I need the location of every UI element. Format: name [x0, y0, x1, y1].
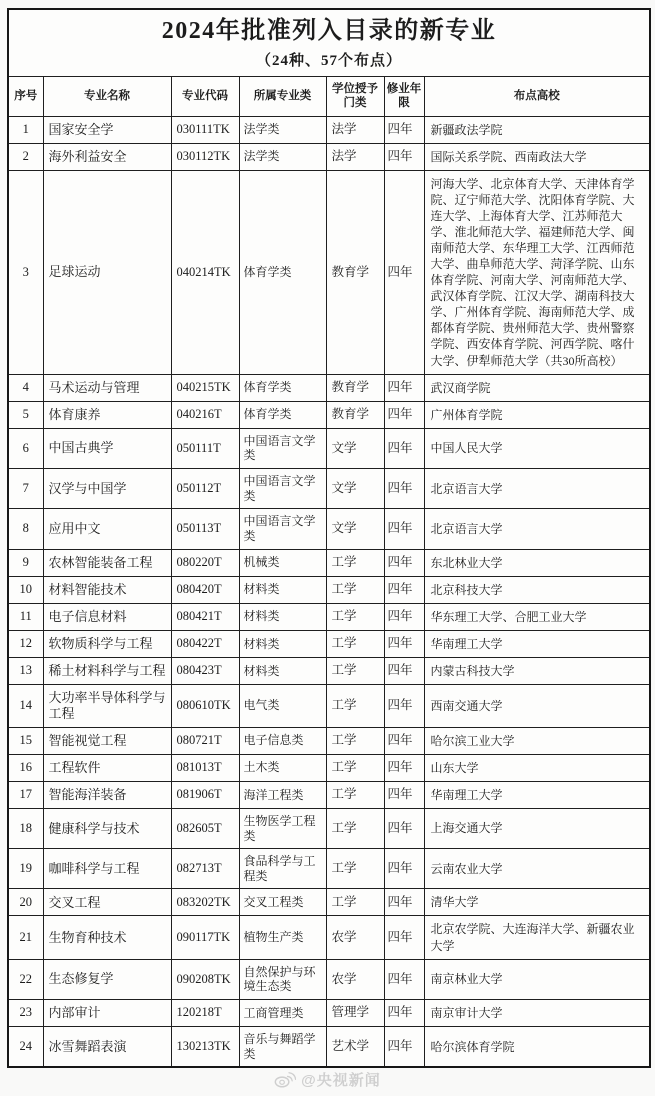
cell-schools: 华南理工大学 — [424, 781, 650, 808]
cell-index: 21 — [8, 916, 43, 959]
col-header-index: 序号 — [8, 76, 43, 116]
table-row — [8, 509, 650, 549]
cell-schools: 北京语言大学 — [424, 469, 650, 509]
cell-degree: 文学 — [326, 469, 384, 509]
cell-major-code: 081906T — [171, 781, 239, 808]
cell-major-name: 中国古典学 — [43, 428, 171, 468]
cell-years: 四年 — [384, 469, 424, 509]
cell-index: 23 — [8, 999, 43, 1026]
cell-category: 生物医学工程类 — [239, 808, 326, 848]
cell-schools: 北京语言大学 — [424, 509, 650, 549]
cell-years: 四年 — [384, 603, 424, 630]
cell-degree: 工学 — [326, 630, 384, 657]
cell-category: 体育学类 — [239, 170, 326, 374]
title-row — [8, 9, 650, 76]
cell-major-code: 080421T — [171, 603, 239, 630]
cell-major-name: 大功率半导体科学与工程 — [43, 684, 171, 727]
cell-degree: 农学 — [326, 959, 384, 999]
cell-major-name: 生态修复学 — [43, 959, 171, 999]
cell-index: 9 — [8, 549, 43, 576]
cell-years: 四年 — [384, 401, 424, 428]
cell-schools: 华东理工大学、合肥工业大学 — [424, 603, 650, 630]
cell-major-code: 050113T — [171, 509, 239, 549]
cell-major-code: 080423T — [171, 657, 239, 684]
cell-category: 材料类 — [239, 630, 326, 657]
cell-schools: 上海交通大学 — [424, 808, 650, 848]
table-row — [8, 576, 650, 603]
table-row — [8, 603, 650, 630]
cell-schools: 云南农业大学 — [424, 849, 650, 889]
cell-category: 食品科学与工程类 — [239, 849, 326, 889]
cell-degree: 法学 — [326, 116, 384, 143]
col-header-years: 修业年限 — [384, 76, 424, 116]
cell-degree: 工学 — [326, 849, 384, 889]
cell-index: 19 — [8, 849, 43, 889]
table-row — [8, 374, 650, 401]
cell-category: 海洋工程类 — [239, 781, 326, 808]
table-row — [8, 116, 650, 143]
cell-degree: 工学 — [326, 727, 384, 754]
cell-years: 四年 — [384, 549, 424, 576]
title-cell — [8, 9, 650, 76]
cell-years: 四年 — [384, 754, 424, 781]
cell-years: 四年 — [384, 727, 424, 754]
cell-major-code: 080420T — [171, 576, 239, 603]
cell-category: 材料类 — [239, 657, 326, 684]
cell-major-code: 040216T — [171, 401, 239, 428]
cell-category: 土木类 — [239, 754, 326, 781]
cell-major-code: 082605T — [171, 808, 239, 848]
table-row — [8, 889, 650, 916]
cell-years: 四年 — [384, 999, 424, 1026]
cell-major-name: 应用中文 — [43, 509, 171, 549]
cell-index: 24 — [8, 1026, 43, 1067]
cell-major-code: 080220T — [171, 549, 239, 576]
cell-category: 交叉工程类 — [239, 889, 326, 916]
cell-degree: 工学 — [326, 657, 384, 684]
cell-degree: 工学 — [326, 684, 384, 727]
col-header-schools: 布点高校 — [424, 76, 650, 116]
cell-index: 11 — [8, 603, 43, 630]
cell-major-code: 050112T — [171, 469, 239, 509]
cell-index: 15 — [8, 727, 43, 754]
col-header-code: 专业代码 — [171, 76, 239, 116]
col-header-category: 所属专业类 — [239, 76, 326, 116]
cell-years: 四年 — [384, 1026, 424, 1067]
cell-degree: 农学 — [326, 916, 384, 959]
cell-degree: 工学 — [326, 576, 384, 603]
cell-category: 材料类 — [239, 603, 326, 630]
cell-degree: 教育学 — [326, 401, 384, 428]
cell-category: 音乐与舞蹈学类 — [239, 1026, 326, 1067]
cell-major-name: 交叉工程 — [43, 889, 171, 916]
cell-schools: 中国人民大学 — [424, 428, 650, 468]
cell-schools: 南京审计大学 — [424, 999, 650, 1026]
cell-category: 体育学类 — [239, 401, 326, 428]
table-row — [8, 630, 650, 657]
cell-major-name: 材料智能技术 — [43, 576, 171, 603]
table-row — [8, 754, 650, 781]
cell-years: 四年 — [384, 808, 424, 848]
cell-major-code: 080610TK — [171, 684, 239, 727]
table-row — [8, 1026, 650, 1067]
cell-schools: 河海大学、北京体育大学、天津体育学院、辽宁师范大学、沈阳体育学院、大连大学、上海体育大学、江苏师范大学、淮北师范大学、福建师范大学、闽南师范大学、东华理工大学、江西师范大学、曲阜师范大学、菏泽学院、山东体育学院、河南大学、河南师范大学、武汉体育学院、江汉大学、湖南科技大学、广州体育学院、海南师范大学、成都体育学院、贵州师范大学、贵州警察学院、西安体育学院、河西学院、喀什大学、伊犁师范大学（共30所高校） — [424, 170, 650, 374]
cell-years: 四年 — [384, 959, 424, 999]
cell-schools: 清华大学 — [424, 889, 650, 916]
cell-schools: 哈尔滨体育学院 — [424, 1026, 650, 1067]
cell-index: 7 — [8, 469, 43, 509]
cell-major-code: 040215TK — [171, 374, 239, 401]
cell-degree: 文学 — [326, 509, 384, 549]
cell-major-name: 足球运动 — [43, 170, 171, 374]
cell-major-code: 083202TK — [171, 889, 239, 916]
cell-years: 四年 — [384, 630, 424, 657]
cell-degree: 教育学 — [326, 374, 384, 401]
cell-years: 四年 — [384, 170, 424, 374]
table-header-row — [8, 76, 650, 116]
table-row — [8, 959, 650, 999]
cell-category: 自然保护与环境生态类 — [239, 959, 326, 999]
cell-major-code: 081013T — [171, 754, 239, 781]
cell-index: 4 — [8, 374, 43, 401]
page-title: 2024年批准列入目录的新专业 — [161, 18, 497, 44]
cell-index: 22 — [8, 959, 43, 999]
cell-category: 材料类 — [239, 576, 326, 603]
cell-index: 3 — [8, 170, 43, 374]
cell-years: 四年 — [384, 509, 424, 549]
cell-major-code: 030112TK — [171, 143, 239, 170]
cell-major-name: 智能海洋装备 — [43, 781, 171, 808]
cell-major-code: 120218T — [171, 999, 239, 1026]
table-row — [8, 428, 650, 468]
cell-major-name: 冰雪舞蹈表演 — [43, 1026, 171, 1067]
table-row — [8, 469, 650, 509]
cell-years: 四年 — [384, 889, 424, 916]
cell-major-name: 咖啡科学与工程 — [43, 849, 171, 889]
new-majors-table — [7, 8, 651, 1068]
cell-major-name: 健康科学与技术 — [43, 808, 171, 848]
cell-category: 植物生产类 — [239, 916, 326, 959]
table-row — [8, 999, 650, 1026]
weibo-icon — [274, 1070, 296, 1088]
cell-years: 四年 — [384, 657, 424, 684]
cell-major-code: 040214TK — [171, 170, 239, 374]
cell-degree: 艺术学 — [326, 1026, 384, 1067]
cell-schools: 山东大学 — [424, 754, 650, 781]
cell-index: 16 — [8, 754, 43, 781]
cell-major-name: 体育康养 — [43, 401, 171, 428]
col-header-name: 专业名称 — [43, 76, 171, 116]
cell-years: 四年 — [384, 116, 424, 143]
table-body — [8, 116, 650, 1067]
cell-schools: 北京农学院、大连海洋大学、新疆农业大学 — [424, 916, 650, 959]
cell-degree: 工学 — [326, 808, 384, 848]
cell-index: 6 — [8, 428, 43, 468]
cell-schools: 南京林业大学 — [424, 959, 650, 999]
table-row — [8, 727, 650, 754]
cell-major-name: 内部审计 — [43, 999, 171, 1026]
table-row — [8, 849, 650, 889]
cell-major-code: 090117TK — [171, 916, 239, 959]
cell-major-name: 软物质科学与工程 — [43, 630, 171, 657]
cell-index: 5 — [8, 401, 43, 428]
table-row — [8, 916, 650, 959]
cell-degree: 工学 — [326, 754, 384, 781]
cell-major-code: 090208TK — [171, 959, 239, 999]
cell-index: 14 — [8, 684, 43, 727]
cell-category: 法学类 — [239, 143, 326, 170]
cell-degree: 工学 — [326, 603, 384, 630]
cell-category: 机械类 — [239, 549, 326, 576]
cell-category: 体育学类 — [239, 374, 326, 401]
cell-degree: 工学 — [326, 889, 384, 916]
cell-major-code: 080422T — [171, 630, 239, 657]
cell-major-code: 082713T — [171, 849, 239, 889]
cell-years: 四年 — [384, 374, 424, 401]
cell-major-name: 国家安全学 — [43, 116, 171, 143]
cell-index: 2 — [8, 143, 43, 170]
table-row — [8, 808, 650, 848]
cell-major-name: 电子信息材料 — [43, 603, 171, 630]
cell-index: 17 — [8, 781, 43, 808]
cell-major-name: 汉学与中国学 — [43, 469, 171, 509]
cell-years: 四年 — [384, 428, 424, 468]
cell-index: 18 — [8, 808, 43, 848]
col-header-degree: 学位授予门类 — [326, 76, 384, 116]
cell-major-name: 工程软件 — [43, 754, 171, 781]
cell-schools: 东北林业大学 — [424, 549, 650, 576]
table-row — [8, 143, 650, 170]
table-row — [8, 657, 650, 684]
cell-years: 四年 — [384, 916, 424, 959]
table-row — [8, 781, 650, 808]
cell-major-code: 080721T — [171, 727, 239, 754]
table-row — [8, 401, 650, 428]
cell-schools: 华南理工大学 — [424, 630, 650, 657]
cell-major-name: 海外利益安全 — [43, 143, 171, 170]
cell-category: 中国语言文学类 — [239, 469, 326, 509]
table-row — [8, 549, 650, 576]
cell-schools: 新疆政法学院 — [424, 116, 650, 143]
cell-major-code: 030111TK — [171, 116, 239, 143]
cell-index: 12 — [8, 630, 43, 657]
cell-years: 四年 — [384, 143, 424, 170]
cell-major-code: 050111T — [171, 428, 239, 468]
cell-degree: 文学 — [326, 428, 384, 468]
cell-schools: 国际关系学院、西南政法大学 — [424, 143, 650, 170]
cell-schools: 北京科技大学 — [424, 576, 650, 603]
cell-major-name: 智能视觉工程 — [43, 727, 171, 754]
cell-years: 四年 — [384, 781, 424, 808]
table-row — [8, 684, 650, 727]
cell-index: 10 — [8, 576, 43, 603]
cell-degree: 工学 — [326, 549, 384, 576]
cell-category: 电气类 — [239, 684, 326, 727]
cell-category: 电子信息类 — [239, 727, 326, 754]
cell-degree: 工学 — [326, 781, 384, 808]
cell-index: 8 — [8, 509, 43, 549]
table-row — [8, 170, 650, 374]
cell-category: 工商管理类 — [239, 999, 326, 1026]
cell-years: 四年 — [384, 684, 424, 727]
cell-schools: 广州体育学院 — [424, 401, 650, 428]
page-subtitle: （24种、57个布点） — [256, 52, 403, 69]
cell-category: 中国语言文学类 — [239, 428, 326, 468]
cell-index: 1 — [8, 116, 43, 143]
cell-degree: 法学 — [326, 143, 384, 170]
watermark — [0, 1066, 655, 1092]
cell-major-name: 生物育种技术 — [43, 916, 171, 959]
cell-degree: 教育学 — [326, 170, 384, 374]
cell-years: 四年 — [384, 849, 424, 889]
cell-major-name: 农林智能装备工程 — [43, 549, 171, 576]
watermark-text: @央视新闻 — [301, 1071, 381, 1089]
cell-category: 法学类 — [239, 116, 326, 143]
cell-degree: 管理学 — [326, 999, 384, 1026]
cell-category: 中国语言文学类 — [239, 509, 326, 549]
cell-schools: 哈尔滨工业大学 — [424, 727, 650, 754]
cell-index: 13 — [8, 657, 43, 684]
cell-major-name: 稀土材料科学与工程 — [43, 657, 171, 684]
cell-major-code: 130213TK — [171, 1026, 239, 1067]
cell-schools: 内蒙古科技大学 — [424, 657, 650, 684]
cell-major-name: 马术运动与管理 — [43, 374, 171, 401]
cell-schools: 西南交通大学 — [424, 684, 650, 727]
cell-index: 20 — [8, 889, 43, 916]
cell-years: 四年 — [384, 576, 424, 603]
cell-schools: 武汉商学院 — [424, 374, 650, 401]
